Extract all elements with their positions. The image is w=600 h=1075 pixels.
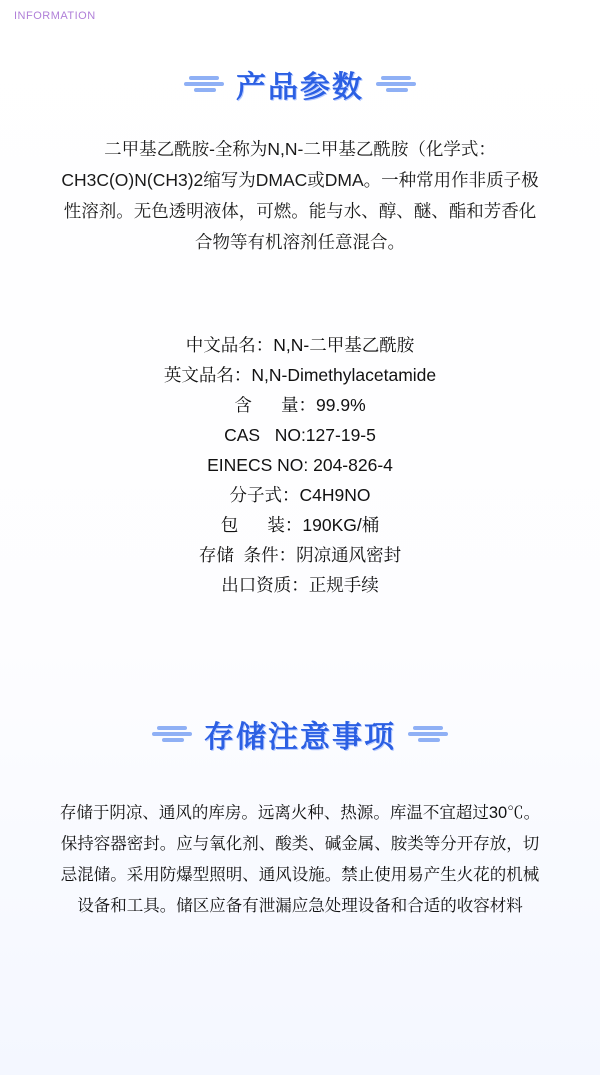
- product-parameters-heading-wrap: [0, 62, 600, 106]
- section-heading: [182, 62, 418, 106]
- spec-row: EINECS NO: 204-826-4: [207, 455, 393, 475]
- storage-notice-heading-wrap: [0, 712, 600, 756]
- spec-row: CAS NO:127-19-5: [224, 425, 376, 445]
- section-storage-notice: [0, 712, 600, 922]
- section-heading: [150, 712, 450, 756]
- product-parameters-heading-text: 产品参数: [236, 71, 364, 104]
- storage-notice-paragraph: 存储于阴凉、通风的库房。远离火种、热源。库温不宜超过30℃。保持容器密封。应与氧化剂、酸类、碱金属、胺类等分开存放，切忌混储。采用防爆型照明、通风设施。禁止使用易产生火花的机械设备和工具。储区应备有泄漏应急处理设备和合适的收容材料: [59, 804, 541, 915]
- spec-row: 中文品名：N,N-二甲基乙酰胺: [185, 335, 415, 355]
- spec-row: 英文品名：N,N-Dimethylacetamide: [163, 365, 437, 385]
- spec-row: 含 量：99.9%: [234, 395, 366, 415]
- spec-row: 分子式：C4H9NO: [229, 485, 371, 505]
- storage-notice-heading-text: 存储注意事项: [204, 721, 396, 754]
- spec-row: 出口资质：正规手续: [221, 575, 379, 595]
- wave-ornament-left-icon: [150, 724, 194, 744]
- wave-ornament-right-icon: [406, 724, 450, 744]
- product-intro-paragraph: 二甲基乙酰胺-全称为N,N-二甲基乙酰胺（化学式：CH3C(O)N(CH3)2缩写为DMAC或DMA。一种常用作非质子极性溶剂。无色透明液体，可燃。能与水、醇、醚、酯和芳香化合物等有机溶剂任意混合。: [61, 139, 539, 252]
- wave-ornament-left-icon: [182, 74, 226, 94]
- wave-ornament-right-icon: [374, 74, 418, 94]
- kicker-label: INFORMATION: [14, 10, 96, 22]
- spec-row: 存储 条件：阴凉通风密封: [198, 545, 402, 565]
- product-spec-list: [40, 330, 560, 600]
- spec-row: 包 装：190KG/桶: [220, 515, 380, 535]
